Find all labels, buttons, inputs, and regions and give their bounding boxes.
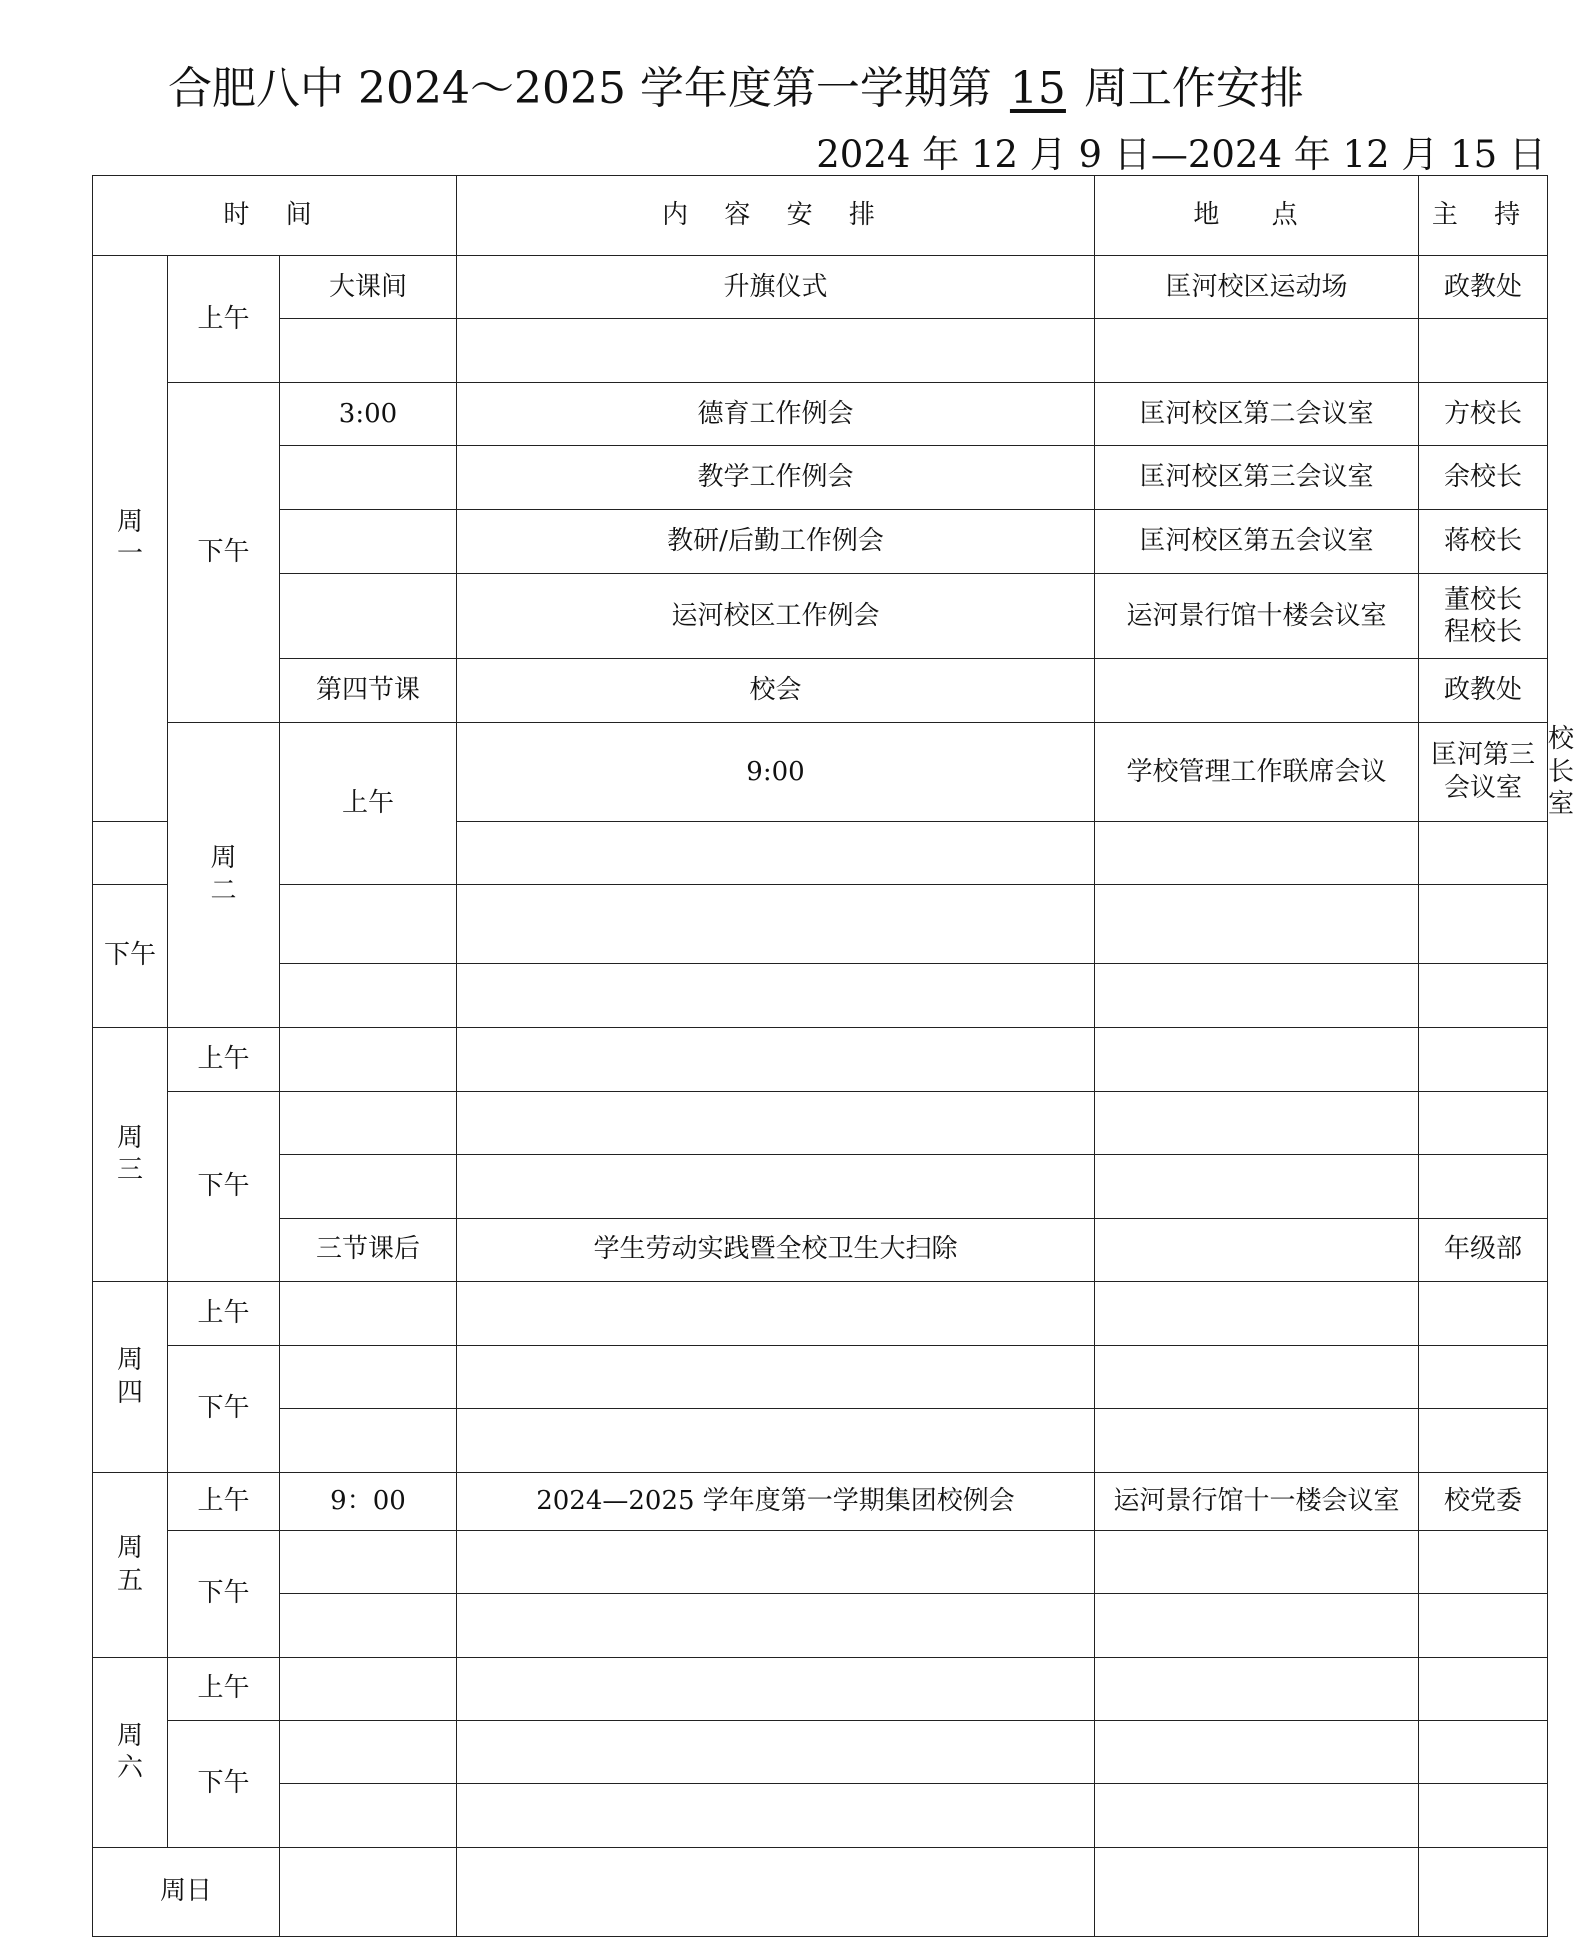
location-cell: [1095, 1783, 1419, 1847]
time-cell: 大课间: [280, 256, 457, 319]
schedule-table: [92, 175, 1575, 1937]
content-cell: 教研/后勤工作例会: [457, 510, 1095, 574]
content-cell: [457, 1847, 1095, 1936]
host-cell: [1419, 319, 1548, 383]
time-cell: [280, 574, 457, 659]
day-sunday: 周日: [93, 1847, 280, 1936]
content-cell: 学校管理工作联席会议: [1095, 723, 1419, 822]
table-row: [93, 1783, 1548, 1847]
host-cell: [1419, 574, 1548, 659]
header-location: 地 点: [1095, 176, 1419, 256]
table-row: [93, 574, 1548, 659]
table-row: [93, 1847, 1548, 1936]
host-cell: [1419, 1593, 1548, 1657]
monday-pm-label: 下午: [168, 383, 280, 723]
location-cell: [1095, 1593, 1419, 1657]
saturday-pm-label: 下午: [168, 1720, 280, 1847]
table-row: [93, 1154, 1548, 1218]
host-cell: [1419, 1847, 1548, 1936]
table-row: [93, 256, 1548, 319]
time-cell: [280, 963, 457, 1027]
table-row: [93, 963, 1548, 1027]
location-cell: 匡河校区第五会议室: [1095, 510, 1419, 574]
table-row: [93, 1218, 1548, 1281]
content-cell: 学生劳动实践暨全校卫生大扫除: [457, 1218, 1095, 1281]
host-cell: [1419, 963, 1548, 1027]
host-cell: [1419, 1027, 1548, 1091]
time-cell: [280, 1530, 457, 1593]
content-cell: [457, 1345, 1095, 1408]
location-cell: [1095, 659, 1419, 723]
location-cell: 运河景行馆十楼会议室: [1095, 574, 1419, 659]
content-cell: 运河校区工作例会: [457, 574, 1095, 659]
table-row: [93, 446, 1548, 510]
location-cell: [1095, 1530, 1419, 1593]
location-cell: [1095, 963, 1419, 1027]
content-cell: [457, 1027, 1095, 1091]
time-cell: [280, 1720, 457, 1783]
location-cell: [1095, 319, 1419, 383]
table-row: [93, 319, 1548, 383]
tuesday-am-label: 上午: [280, 723, 457, 885]
content-cell: [457, 884, 1095, 963]
content-cell: [457, 319, 1095, 383]
thursday-am-label: 上午: [168, 1281, 280, 1345]
time-cell: [280, 446, 457, 510]
location-cell: 运河景行馆十一楼会议室: [1095, 1472, 1419, 1530]
table-row: [93, 1657, 1548, 1720]
table-row: [93, 383, 1548, 446]
location-cell: [1095, 1154, 1419, 1218]
table-row: [93, 1720, 1548, 1783]
day-tuesday: 周 二: [168, 723, 280, 1028]
content-cell: [457, 821, 1095, 884]
time-cell: [280, 510, 457, 574]
host-cell: [1419, 1720, 1548, 1783]
location-cell: [1095, 1720, 1419, 1783]
host-cell: [1419, 1530, 1548, 1593]
table-row: 周 二 上午 9:00 学校管理工作联席会议 匡河第三会议室 校长室: [93, 723, 1548, 822]
friday-pm-label: 下午: [168, 1530, 280, 1657]
host-cell: [1419, 1345, 1548, 1408]
location-cell: [1095, 1657, 1419, 1720]
content-cell: [457, 1593, 1095, 1657]
location-cell: [1095, 1091, 1419, 1154]
tuesday-pm-label: 下午: [93, 884, 168, 1027]
content-cell: 德育工作例会: [457, 383, 1095, 446]
day-wednesday: 周 三: [93, 1027, 168, 1281]
saturday-am-label: 上午: [168, 1657, 280, 1720]
table-row: [93, 1345, 1548, 1408]
host-cell: [1419, 1657, 1548, 1720]
table-row: [93, 1281, 1548, 1345]
title-prefix: 合肥八中 2024～2025 学年度第一学期第: [168, 63, 992, 114]
table-row: [93, 1091, 1548, 1154]
location-cell: [1095, 1281, 1419, 1345]
location-cell: [1095, 1408, 1419, 1472]
location-cell: [1095, 821, 1419, 884]
host-line: 董校长: [1443, 584, 1522, 615]
content-cell: [457, 1091, 1095, 1154]
location-cell: 匡河第三会议室: [1419, 723, 1548, 822]
table-row: [93, 1472, 1548, 1530]
time-cell: [93, 821, 168, 884]
content-cell: [457, 1657, 1095, 1720]
header-host: 主 持: [1419, 176, 1548, 256]
table-row: [93, 510, 1548, 574]
location-cell: [1095, 1027, 1419, 1091]
time-cell: [280, 1281, 457, 1345]
table-row: [93, 659, 1548, 723]
time-cell: 3:00: [280, 383, 457, 446]
time-cell: 9:00: [457, 723, 1095, 822]
host-cell: 蒋校长: [1419, 510, 1548, 574]
host-cell: [1419, 1091, 1548, 1154]
time-cell: 三节课后: [280, 1218, 457, 1281]
table-row: [93, 884, 1548, 963]
day-thursday: 周 四: [93, 1281, 168, 1472]
content-cell: [457, 1783, 1095, 1847]
time-cell: [280, 1091, 457, 1154]
wednesday-am-label: 上午: [168, 1027, 280, 1091]
host-cell: [1419, 884, 1548, 963]
time-cell: [280, 1783, 457, 1847]
table-row: [93, 1530, 1548, 1593]
host-cell: 政教处: [1419, 659, 1548, 723]
friday-am-label: 上午: [168, 1472, 280, 1530]
host-cell: 政教处: [1419, 256, 1548, 319]
content-cell: 2024—2025 学年度第一学期集团校例会: [457, 1472, 1095, 1530]
time-cell: [280, 1345, 457, 1408]
thursday-pm-label: 下午: [168, 1345, 280, 1472]
host-cell: 校党委: [1419, 1472, 1548, 1530]
location-cell: [1095, 1218, 1419, 1281]
host-line: 程校长: [1443, 617, 1522, 647]
time-cell: 第四节课: [280, 659, 457, 723]
content-cell: 升旗仪式: [457, 256, 1095, 319]
day-saturday: 周 六: [93, 1657, 168, 1847]
time-cell: [280, 1593, 457, 1657]
header-content: 内 容 安 排: [457, 176, 1095, 256]
time-cell: [280, 1847, 457, 1936]
header-row: [93, 176, 1548, 256]
host-cell: [1419, 1281, 1548, 1345]
location-cell: 匡河校区第二会议室: [1095, 383, 1419, 446]
host-cell: [1419, 1408, 1548, 1472]
content-cell: [457, 963, 1095, 1027]
time-cell: [280, 1154, 457, 1218]
time-cell: 9：00: [280, 1472, 457, 1530]
content-cell: [457, 1281, 1095, 1345]
location-cell: [1095, 1345, 1419, 1408]
monday-am-label: 上午: [168, 256, 280, 383]
header-time: 时 间: [93, 176, 457, 256]
date-range: 2024 年 12 月 9 日—2024 年 12 月 15 日: [816, 133, 1546, 176]
content-cell: [457, 1530, 1095, 1593]
table-row: [93, 1027, 1548, 1091]
title-suffix: 周工作安排: [1083, 63, 1304, 114]
wednesday-pm-label: 下午: [168, 1091, 280, 1281]
content-cell: [457, 1154, 1095, 1218]
host-cell: 年级部: [1419, 1218, 1548, 1281]
table-row: [93, 1593, 1548, 1657]
host-cell: [1419, 821, 1548, 884]
host-cell: 方校长: [1419, 383, 1548, 446]
location-cell: [1095, 884, 1419, 963]
time-cell: [280, 884, 457, 963]
week-number: 15: [1009, 63, 1066, 114]
content-cell: 教学工作例会: [457, 446, 1095, 510]
host-cell: 余校长: [1419, 446, 1548, 510]
document-title: [168, 52, 1304, 116]
content-cell: 校会: [457, 659, 1095, 723]
location-cell: 匡河校区第三会议室: [1095, 446, 1419, 510]
day-friday: 周 五: [93, 1472, 168, 1657]
day-monday: 周 一: [93, 256, 168, 822]
content-cell: [457, 1720, 1095, 1783]
time-cell: [280, 1027, 457, 1091]
host-cell: [1419, 1154, 1548, 1218]
time-cell: [280, 319, 457, 383]
time-cell: [280, 1657, 457, 1720]
content-cell: [457, 1408, 1095, 1472]
location-cell: [1095, 1847, 1419, 1936]
location-cell: 匡河校区运动场: [1095, 256, 1419, 319]
table-row: [93, 1408, 1548, 1472]
host-cell: [1419, 1783, 1548, 1847]
time-cell: [280, 1408, 457, 1472]
